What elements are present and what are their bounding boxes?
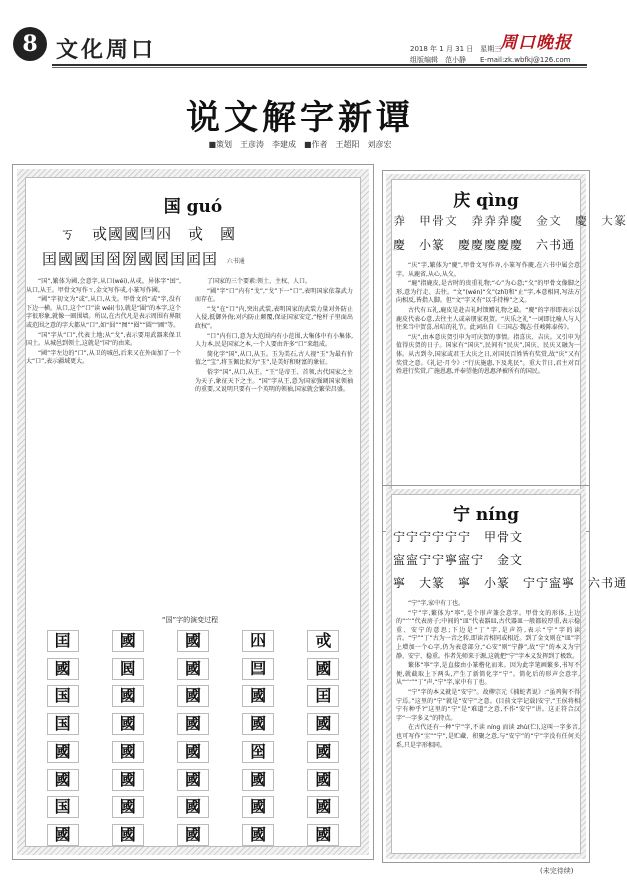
page-title: 说文解字新谭 [186,98,414,138]
evolution-glyph: 國 [242,769,274,791]
evolution-glyph: 國 [112,630,144,652]
evolution-cell [30,766,95,794]
editor-line: 组版编辑 范小静 E-mail:zk.wbfkj@126.com [410,56,571,64]
evolution-glyph: 𡆧 [242,630,274,652]
evolution-cell [160,821,225,849]
evolution-cell [30,683,95,711]
evolution-glyph: 戓 [307,630,339,652]
guo-glyph-forms: 囯國國囯囶圀國囻囯囸囯 [42,250,219,268]
evolution-cell [226,738,291,766]
ning-paragraph: “宁”字,繁体为“寧”,是个形声兼会意字。甲骨文的形体,上边的“宀”代表房子;中间的“皿”代表器皿,古代器皿一般都较厚重,表示稳重、安宁的意思;下边是“丁”字,是声符,表示“宁”字的读音。“宁”“丁”古为一音之转,即读音相同或相近。到了金文则在“皿”字上增加一个心字,仍为表意部分,“心安”则“宁静”,故“宁”的本义为宁静、安宁、稳重。作者先师来于源,这就把“宁”字本义发挥到了极致。 [396,609,580,660]
evolution-glyph: 國 [112,796,144,818]
evolution-glyph: 囶 [242,741,274,763]
evolution-glyph: 國 [177,796,209,818]
evolution-glyph: 国 [47,713,79,735]
ning-paragraph: “宁”字,家中有丁也。 [408,600,465,607]
evolution-glyph: 國 [47,741,79,763]
masthead-logo: 周口晚报 [500,33,572,53]
qing-paragraph: “庆”,由本意庆贺引申为可庆贺的事情。指喜庆、吉庆。又引申为值得庆贺的日子。国家有“国庆”,民间有“民庆”,国庆、民庆又融为一体。从古到今,国家或君王大庆之日,对国民百姓皆有奖赏,故“庆”又有奖赏之意。《礼记·月令》:“行庆施惠,下及兆民”。重大节日,君主对百姓进行奖赏,广施恩惠,并奉望他的恩惠泽被所有的国民。 [396,333,580,376]
evolution-cell [30,794,95,822]
header-divider-thin [52,67,587,68]
evolution-cell [95,794,160,822]
evolution-glyph: 國 [112,713,144,735]
evolution-cell [291,655,356,683]
evolution-cell [291,794,356,822]
evolution-glyph: 國 [307,741,339,763]
evolution-glyph: 𡇉 [242,658,274,680]
evolution-cell [95,738,160,766]
evolution-glyph: 國 [112,824,144,846]
guo-paragraph: “国”字从“口”,代表土地;从“戈”,表示要用武器来保卫国土。从城邑到领土,这就是“国”的由来。 [26,331,181,348]
guo-paragraph: 简化字“国”,从口,从玉。玉为美石,古人视“玉”为最有价值之“宝”,将玉佩比拟为“玉”,是美好和财富的象征。 [195,350,353,367]
guo-paragraph: “国”,繁体为國,会意字,从口(wéi),从戓。异体字“囯”,从口,从王。甲骨文写作ㄎ,金文写作戓,小篆写作國。 [26,278,181,294]
evolution-cell [30,655,95,683]
ning-heading: 宁 níng [453,505,519,525]
evolution-cell [95,627,160,655]
guo-paragraph: “口”内有口,意为大范围内有小范围,大集体中有小集体,人力本,民是国家之本,一个人要由许多“口”来组成。 [195,332,353,349]
qing-paragraph: “鹿”指鹿皮,是古时的贵重礼物;“心”为心意;“夂”的甲骨文像脚之形,意为行走、去往。“文”(wén)“夂”(zhǐ)和“止”字,本意相同,写法方向相反,皆指人脚。但“文”字又有“以手持棒”之义。 [396,280,580,305]
evolution-cell [30,710,95,738]
guo-glyph-row-1: ㄎ 戓國國𡇉𡆧 戓 國 [60,225,237,243]
evolution-cell [160,683,225,711]
evolution-cell [226,710,291,738]
evolution-glyph: 國 [177,658,209,680]
guo-paragraph: “國”字初文为“或”,从口,从戈。甲骨文的“或”字,没有下边一横。从口,这个“口”读 wéi(韦),就是“圍”的本字,这个字很形象,就像一圈围墙。所以,在古代凡是表示周围有界限或范围之意的字大都从“口”,如“囧”“囫”“囵”“圆”“圃”等。 [26,296,182,329]
qing-glyph-row-1: 𢌻 甲骨文 𢌻𢌻𢌻慶 金文 慶 大篆 [393,214,627,228]
header-divider [52,64,587,66]
evolution-glyph: 國 [177,713,209,735]
evolution-cell [226,821,291,849]
evolution-cell [95,821,160,849]
evolution-cell [30,738,95,766]
evolution-cell [95,655,160,683]
section-title: 文化周口 [56,37,157,63]
evolution-cell [291,821,356,849]
evolution-glyph: 國 [307,796,339,818]
evolution-cell [95,683,160,711]
evolution-cell [226,766,291,794]
to-be-continued: (未完待续) [540,867,574,875]
evolution-glyph: 國 [307,769,339,791]
credits: ■策划 王彦涛 李建成 ■作者 王超阳 刘彦宏 [208,140,392,149]
evolution-glyph: 國 [47,658,79,680]
evolution-cell [226,683,291,711]
evolution-cell [160,766,225,794]
evolution-glyph: 國 [177,685,209,707]
evolution-glyph: 國 [177,769,209,791]
evolution-glyph: 國 [307,824,339,846]
evolution-glyph: 國 [112,685,144,707]
evolution-glyph: 國 [242,824,274,846]
evolution-glyph: 國 [177,741,209,763]
evolution-cell [291,710,356,738]
guo-glyph-source-label: 六书通 [226,257,245,265]
evolution-cell [226,627,291,655]
ning-paragraph: “宁”字的本义就是“安宁”。故柳宗元《捕蛇者说》:“虽鸡狗不得宁焉。”这里的“宁”就是“安宁”之意。(目前文字记载)安宁,“王侯将相宁有种乎?”这里的“宁”是“难道”之意,不作“安宁”讲。这正符合汉字“一字多义”的特点。 [396,688,580,722]
ning-glyph-row-1: 宁宁宁宁宁宁 甲骨文 [393,530,524,544]
guo-text-column-2 [195,278,353,608]
page-number-badge: 8 [13,27,47,61]
ning-glyph-row-2: 寍寍宁宁寧寍宁 金文 [393,553,524,567]
evolution-glyph: 國 [307,713,339,735]
evolution-glyph: 國 [177,630,209,652]
evolution-cell [291,627,356,655]
evolution-glyph: 國 [47,824,79,846]
evolution-cell [95,710,160,738]
evolution-glyph: 國 [242,713,274,735]
evolution-cell [226,655,291,683]
guo-paragraph: “國”字“口”内有“戈”,“戈”下一“口”,表明国家依靠武力而存在。 [195,287,353,304]
guo-glyph-row-2 [42,248,248,269]
evolution-glyph: 國 [307,658,339,680]
evolution-cell [160,627,225,655]
evolution-glyph: 國 [242,796,274,818]
ning-text [396,600,580,858]
evolution-cell [95,766,160,794]
ning-paragraph: 在古代还有一种“宁”字,不读 níng 而读 zhù(伫),这叫一字多音,也可写作“宔”“宁”,是贮藏、积聚之意,与“安宁”的“宁”字没有任何关系,只是字形相同。 [396,724,580,749]
evolution-cell [160,710,225,738]
evolution-cell [291,766,356,794]
qing-paragraph: 古代有五礼,鹿皮是赴吉礼时馈赠礼物之最。“慶”的字形即表示以鹿皮代表心意,去往主人或亲朋家祝贺。“庆乐之礼”一词即比喻人与人往来当中贺喜,吊唁的礼节。此词出自《三国志·魏志·任峻陈泰传》。 [396,306,580,332]
qing-paragraph: “庆”字,繁体为“慶”,甲骨文写作𢌻,小篆写作慶,在六书中属会意字。从鹿省,从心,从夂。 [396,262,580,278]
evolution-caption: “国”字的演变过程 [161,616,219,624]
evolution-glyph: 国 [47,685,79,707]
evolution-glyph: 囻 [112,658,144,680]
evolution-cell [291,683,356,711]
evolution-glyph: 国 [47,796,79,818]
evolution-cell [160,794,225,822]
evolution-cell [160,655,225,683]
evolution-glyph: 囯 [47,630,79,652]
guo-paragraph: 了国家的三个要素:领土、主权、人口。 [207,278,312,285]
guo-paragraph: “國”字左边的“口”,从卫的城邑,后来又在外面加了一个大“口”,表示疆域更大。 [26,349,181,366]
evolution-glyph: 國 [112,769,144,791]
evolution-cell [30,821,95,849]
evolution-glyph: 國 [112,741,144,763]
evolution-cell [226,794,291,822]
evolution-cell [291,738,356,766]
issue-date: 2018 年 1 月 31 日 星期三 [410,45,502,53]
evolution-cell [160,738,225,766]
ning-paragraph: 繁体“寧”字,是直接由小篆楷化而来。因为此字笔画繁多,书写不便,就截取上下两头,产生了新简化字“宁”。简化后的形声会意字,从“宀”“丁”声,“宁”字,家中有丁也。 [396,662,580,687]
ning-glyph-row-3: 寧 大篆 寧 小篆 宁宁寍寧 六书通 [393,576,627,590]
evolution-glyph: 囯 [307,685,339,707]
guo-paragraph: “戈”在“口”内,突出武装,表明国家的武装力量对外防止入侵,抵御外侮;对内防止颠覆,保证国家安定,“枪杆子里面出政权”。 [195,305,353,330]
evolution-glyph: 國 [177,824,209,846]
evolution-glyph: 國 [242,685,274,707]
evolution-glyph: 國 [47,769,79,791]
qing-glyph-row-2: 慶 小篆 慶慶慶慶慶 六书通 [393,238,576,252]
qing-heading: 庆 qìng [453,191,519,211]
guo-heading: 国 guó [163,197,223,217]
guo-paragraph: 俗字“国”,从口,从王。“王”是帝王、首领,古代国家之主为天子,象征天下之主。“国”字从王,意为国家强调国家领袖的重要,又说明只要有一个英明的领袖,国家就会繁荣昌盛。 [195,368,353,394]
evolution-cell [30,627,95,655]
guo-text-column-1 [26,278,181,608]
evolution-table [30,627,356,849]
